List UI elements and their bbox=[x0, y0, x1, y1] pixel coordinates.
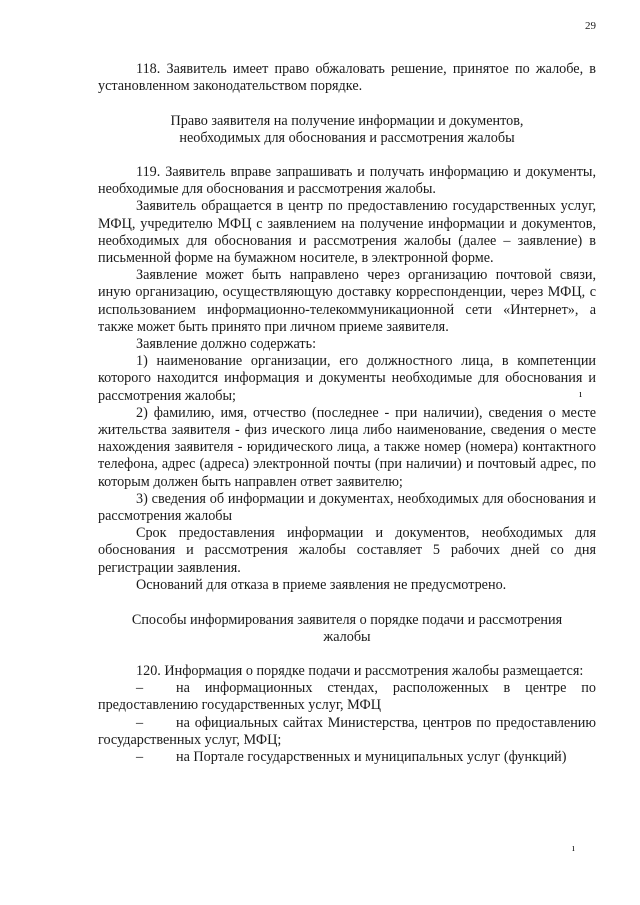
dash-item-3 bbox=[98, 749, 596, 766]
dash-marker: – bbox=[136, 714, 144, 731]
paragraph-118: 118. Заявитель имеет право обжаловать решение, принятое по жалобе, в установленном законодательством порядке. bbox=[98, 61, 596, 95]
dash-item-2 bbox=[98, 715, 596, 749]
paragraph-118-block bbox=[98, 61, 596, 95]
list-item-2: 2) фамилию, имя, отчество (последнее - при наличии), сведения о месте жительства заявителя - физ ического лица либо наименование, сведения о месте нахождения заявителя - юридического лица, а также номер (номера) контактного телефона, адрес (адреса) электронной почты (при наличии) и почтовый адрес, по которым должен быть направлен ответ заявителю; bbox=[98, 404, 596, 490]
paragraph-119-block bbox=[98, 164, 596, 594]
dash-marker: – bbox=[136, 680, 144, 697]
list-item-3: 3) сведения об информации и документах, необходимых для обоснования и рассмотрения жалобы bbox=[98, 490, 596, 525]
paragraph-120-block bbox=[98, 663, 596, 766]
section-heading-1-line-1: Право заявителя на получение информации и документов, bbox=[170, 113, 524, 129]
list-item-1: 1) наименование организации, его должностного лица, в компетенции которого находится информация и документы необходимые для обоснования и рассмотрения жалобы; bbox=[98, 353, 596, 404]
dash-item-2-text: на официальных сайтах Министерства, центров по предоставлению государственных услуг, МФЦ; bbox=[98, 714, 596, 748]
footer-mark: ı bbox=[572, 843, 575, 854]
paragraph-119: 119. Заявитель вправе запрашивать и получать информацию и документы, необходимые для обоснования и рассмотрения жалобы. bbox=[98, 164, 596, 198]
section-heading-1-line-2: необходимых для обоснования и рассмотрения жалобы bbox=[179, 130, 515, 146]
page-number: 29 bbox=[585, 20, 596, 32]
paragraph-term: Срок предоставления информации и документов, необходимых для обоснования и рассмотрения жалобы составляет 5 рабочих дней со дня регистрации заявления. bbox=[98, 525, 596, 576]
dash-item-3-text: на Портале государственных и муниципальных услуг (функций) bbox=[176, 749, 567, 766]
section-heading-2-line-1: Способы информирования заявителя о порядке подачи и рассмотрения bbox=[131, 612, 563, 628]
margin-mark: ı bbox=[579, 388, 583, 400]
paragraph-sending: Заявление может быть направлено через организацию почтовой связи, иную организацию, осуществляющую доставку корреспонденции, через МФЦ, с использованием информационно-телекоммуникационной сети «Интернет», а также может быть принято при личном приеме заявителя. bbox=[98, 267, 596, 335]
dash-item-1-text: на информационных стендах, расположенных в центре по предоставлению государственных услуг, МФЦ bbox=[98, 680, 596, 714]
dash-marker: – bbox=[136, 749, 144, 766]
paragraph-application: Заявитель обращается в центр по предоставлению государственных услуг, МФЦ, учредителю МФЦ с заявлением на получение информации и документов, необходимых для обоснования и рассмотрения жалобы (далее – заявление) в письменной форме на бумажном носителе, в электронной форме. bbox=[98, 198, 596, 267]
section-heading-2-line-2: жалобы bbox=[323, 629, 371, 645]
paragraph-no-refusal: Оснований для отказа в приеме заявления не предусмотрено. bbox=[136, 576, 507, 593]
dash-item-1 bbox=[98, 680, 596, 714]
paragraph-content-intro: Заявление должно содержать: bbox=[136, 336, 317, 353]
paragraph-120: 120. Информация о порядке подачи и рассмотрения жалобы размещается: bbox=[136, 663, 584, 679]
